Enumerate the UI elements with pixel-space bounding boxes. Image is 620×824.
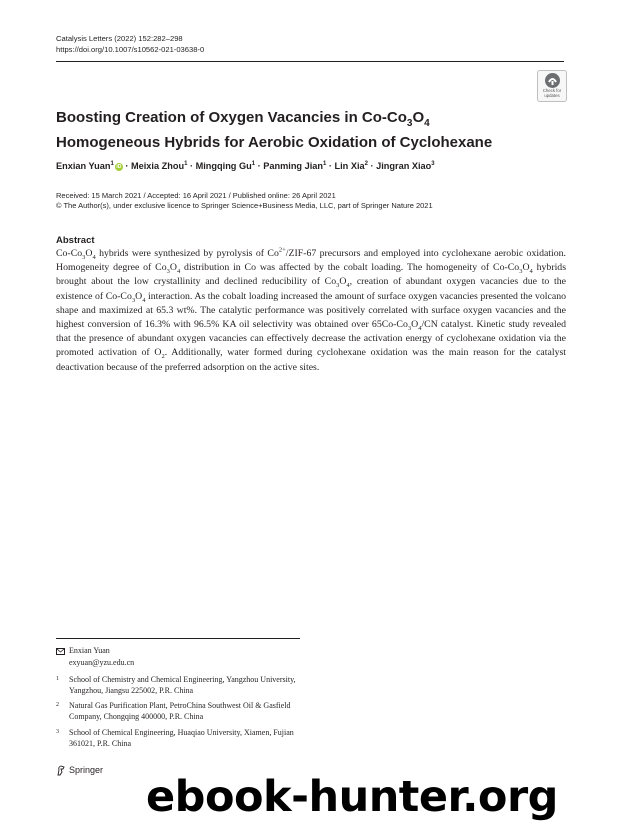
- watermark-text: ebook-hunter.org: [146, 772, 558, 822]
- journal-header: [56, 33, 204, 55]
- check-updates-line2: updates: [544, 93, 560, 98]
- author[interactable]: Mingqing Gu$^1$: [195, 161, 256, 172]
- publisher-logo: Springer: [56, 765, 103, 776]
- check-for-updates-badge[interactable]: [537, 70, 567, 102]
- abstract-body: $Co-Co_3O_4$ hybrids were synthesized by pyrolysis of $Co^{2+}/ZIF-67$ precursors and employed into cyclohexane aerobic oxidation. Homogeneity degree of $Co_3O_4$ distribution in Co was affected by the cobalt loading. The homogeneity of $Co-Co_3O_4$ hybrids brought about the low crystallinity and declined reducibility of $Co_3O_4$, creation of abundant oxygen vacancies due to the existence of $Co-Co_3O_4$ interaction. As the cobalt loading increased the amount of surface oxygen vacancies presented the volcano shape and maximized at 65.3 wt%. The catalytic performance was positively correlated with surface oxygen vacancies and the highest conversion of 16.3% with 96.5% KA oil selectivity was obtained over $65Co-Co_3O_4/CN$ catalyst. Kinetic study revealed that the presence of abundant oxygen vacancies can effectively decrease the activation energy of cyclohexane oxidation via the promoted activation of $O_2$. Additionally, water formed during cyclohexane oxidation was the main reason for the catalyst deactivation because of the preferred adsorption on the active sites.: [56, 246, 567, 373]
- check-updates-icon: [545, 73, 560, 88]
- publication-dates: [56, 191, 433, 211]
- corresponding-author: [56, 645, 135, 667]
- received-accepted-published: Received: 15 March 2021 / Accepted: 16 April 2021 / Published online: 26 April 2021: [56, 191, 336, 200]
- springer-horse-icon: [56, 765, 66, 776]
- check-updates-line1: Check for: [542, 88, 562, 93]
- author-list: Enxian Yuan$^1$ iD · Meixia Zhou$^1$ · Mingqing $Gu^1 \cdot Panming$ Jian$^1$ · Lin Xia$^2$ · Jingran Xiao$^3$: [56, 161, 435, 172]
- author[interactable]: Meixia Zhou$^1$: [130, 161, 188, 172]
- author[interactable]: Enxian Yuan$^1$: [56, 161, 114, 172]
- contact-email[interactable]: exyuan@yzu.edu.cn: [69, 658, 135, 667]
- abstract-heading: Abstract: [56, 235, 95, 246]
- contact-name: Enxian Yuan: [69, 646, 110, 655]
- journal-citation: Catalysis Letters (2022) 152:282–298: [56, 34, 183, 43]
- doi-link[interactable]: https://doi.org/10.1007/s10562-021-03638-0: [56, 45, 205, 54]
- footnote-divider: [56, 638, 300, 639]
- author[interactable]: Panming Jian$^1$: [263, 161, 327, 172]
- article-title: Boosting Creation of Oxygen Vacancies in $Co-Co_3O_4$ Homogeneous Hybrids for Aerobic Oxidation of Cyclohexane: [56, 109, 493, 151]
- copyright-notice: © The Author(s), under exclusive licence to Springer Science+Business Media, LLC, part of Springer Nature 2021: [56, 201, 433, 210]
- envelope-icon: [56, 648, 65, 655]
- author[interactable]: Lin Xia$^2$: [334, 161, 368, 172]
- author[interactable]: Jingran Xiao$^3$: [376, 161, 435, 172]
- orcid-icon[interactable]: iD: [116, 163, 122, 170]
- header-divider: [56, 61, 564, 62]
